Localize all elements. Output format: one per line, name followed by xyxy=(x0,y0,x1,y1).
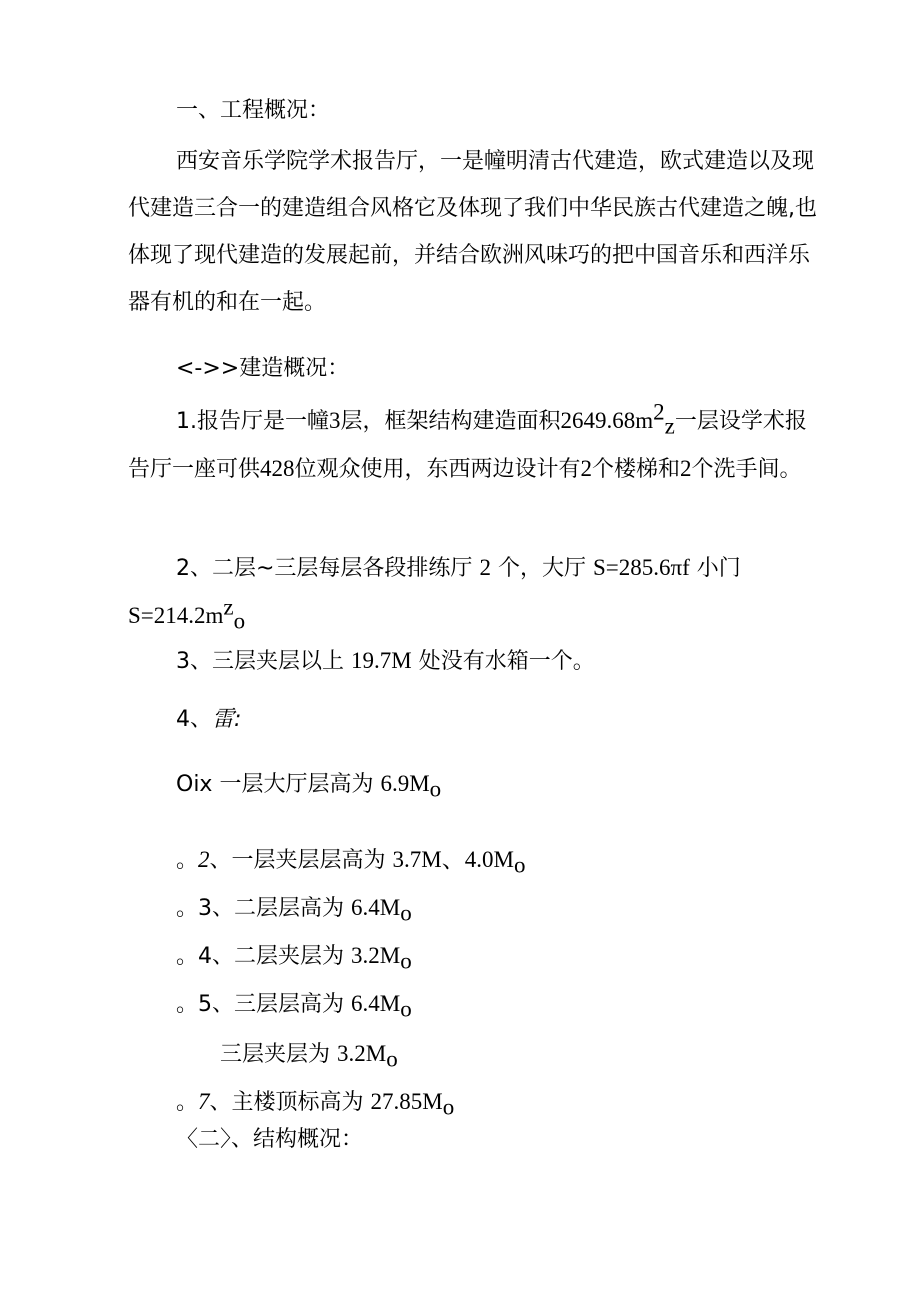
item-4-line: 4、雷: xyxy=(176,707,242,732)
item-1-paragraph: 1.报告厅是一幢3层，框架结构建造面积$2649.68m^2_z$一层设学术报告厅一座可供428位观众使用，东西两边设计有2个楼梯和2个洗手间。 xyxy=(128,399,807,482)
section-heading-project-overview: 一、工程概况： xyxy=(176,98,331,123)
height-line-4: 。4、二层夹层为 $3.2M_o$ xyxy=(176,943,412,974)
height-line-2: 。2、一层夹层层高为 3.7M、$4.0M_o$ xyxy=(176,847,526,878)
height-line-1: Oix 一层大厅层高为 $6.9M_o$ xyxy=(176,771,442,802)
height-line-5: 。5、三层层高为 $6.4M_o$ xyxy=(176,991,412,1022)
item-2-paragraph: 2、二层~三层每层各段排练厅 2 个，大厅 S=285.6πf 小门 $S=214.2m^z_o$ xyxy=(128,555,741,634)
height-line-6: 三层夹层为 $3.2M_o$ xyxy=(220,1041,398,1072)
height-line-3: 。3、二层层高为 $6.4M_o$ xyxy=(176,895,412,926)
subsection-heading-construction: <->>建造概况： xyxy=(176,356,350,381)
intro-paragraph: 西安音乐学院学术报告厅，一是幢明清古代建造，欧式建造以及现代建造三合一的建造组合风格它及体现了我们中华民族古代建造之魄,也体现了现代建造的发展起前，并结合欧洲风味巧的把中国音乐和西洋乐器有机的和在一起。 xyxy=(128,149,817,315)
subsection-heading-structure: 〈二〉、结构概况： xyxy=(176,1127,364,1152)
item-3-line: 3、三层夹层以上 19.7M 处没有水箱一个。 xyxy=(176,648,595,674)
height-line-7: 。7、主楼顶标高为 $27.85M_o$ xyxy=(176,1089,455,1120)
